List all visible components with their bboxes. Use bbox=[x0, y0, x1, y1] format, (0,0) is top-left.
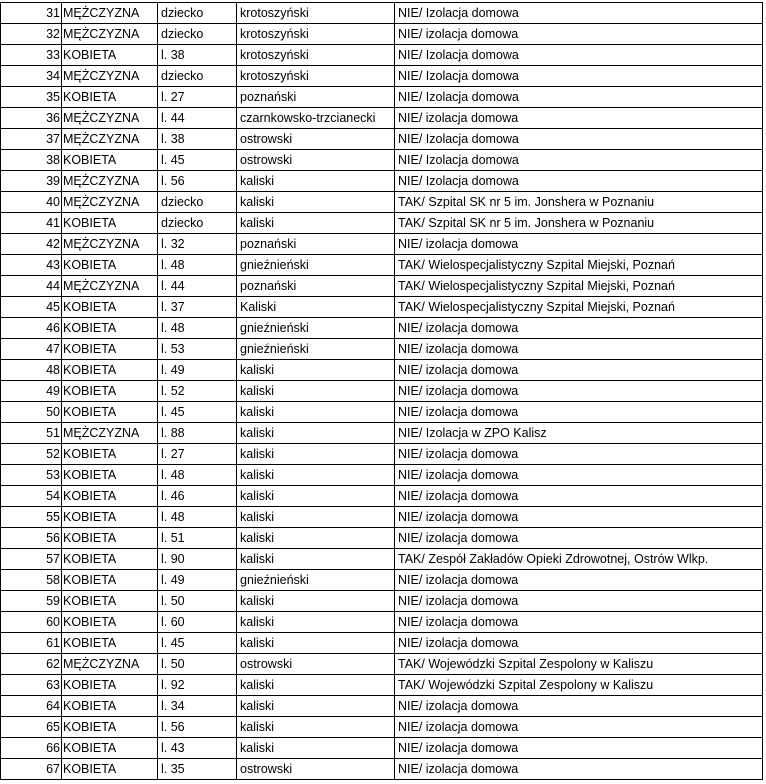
hospitalization-status-cell: NIE/ izolacja domowa bbox=[395, 486, 763, 507]
sex-cell: KOBIETA bbox=[62, 528, 158, 549]
table-row bbox=[1, 339, 763, 360]
county-cell: kaliski bbox=[237, 507, 395, 528]
case-number-cell: 45 bbox=[1, 297, 62, 318]
case-number-cell: 44 bbox=[1, 276, 62, 297]
county-cell: kaliski bbox=[237, 192, 395, 213]
county-cell: kaliski bbox=[237, 444, 395, 465]
sex-cell: MĘŻCZYZNA bbox=[62, 66, 158, 87]
case-number-cell: 51 bbox=[1, 423, 62, 444]
table-row bbox=[1, 696, 763, 717]
table-row bbox=[1, 24, 763, 45]
case-number-cell: 33 bbox=[1, 45, 62, 66]
case-number-cell: 59 bbox=[1, 591, 62, 612]
hospitalization-status-cell: NIE/ izolacja domowa bbox=[395, 696, 763, 717]
sex-cell: MĘŻCZYZNA bbox=[62, 129, 158, 150]
sex-cell: KOBIETA bbox=[62, 696, 158, 717]
hospitalization-status-cell: TAK/ Zespół Zakładów Opieki Zdrowotnej, Ostrów Wlkp. bbox=[395, 549, 763, 570]
county-cell: gnieźnieński bbox=[237, 255, 395, 276]
table-row bbox=[1, 633, 763, 654]
age-cell: l. 35 bbox=[158, 759, 237, 780]
hospitalization-status-cell: TAK/ Wielospecjalistyczny Szpital Miejski, Poznań bbox=[395, 255, 763, 276]
case-number-cell: 37 bbox=[1, 129, 62, 150]
county-cell: kaliski bbox=[237, 612, 395, 633]
table-row bbox=[1, 381, 763, 402]
hospitalization-status-cell: NIE/ izolacja domowa bbox=[395, 339, 763, 360]
age-cell: l. 60 bbox=[158, 612, 237, 633]
case-number-cell: 58 bbox=[1, 570, 62, 591]
hospitalization-status-cell: TAK/ Wielospecjalistyczny Szpital Miejski, Poznań bbox=[395, 276, 763, 297]
county-cell: kaliski bbox=[237, 486, 395, 507]
county-cell: kaliski bbox=[237, 717, 395, 738]
hospitalization-status-cell: NIE/ izolacja domowa bbox=[395, 444, 763, 465]
case-number-cell: 36 bbox=[1, 108, 62, 129]
hospitalization-status-cell: NIE/ izolacja domowa bbox=[395, 717, 763, 738]
table-row bbox=[1, 591, 763, 612]
county-cell: krotoszyński bbox=[237, 66, 395, 87]
age-cell: l. 92 bbox=[158, 675, 237, 696]
sex-cell: KOBIETA bbox=[62, 360, 158, 381]
case-number-cell: 31 bbox=[1, 3, 62, 24]
table-row bbox=[1, 528, 763, 549]
age-cell: dziecko bbox=[158, 66, 237, 87]
age-cell: l. 38 bbox=[158, 129, 237, 150]
age-cell: dziecko bbox=[158, 192, 237, 213]
case-number-cell: 41 bbox=[1, 213, 62, 234]
age-cell: l. 52 bbox=[158, 381, 237, 402]
age-cell: l. 50 bbox=[158, 654, 237, 675]
table-row bbox=[1, 402, 763, 423]
age-cell: l. 45 bbox=[158, 633, 237, 654]
hospitalization-status-cell: NIE/ izolacja domowa bbox=[395, 381, 763, 402]
table-row bbox=[1, 45, 763, 66]
case-number-cell: 52 bbox=[1, 444, 62, 465]
age-cell: l. 48 bbox=[158, 318, 237, 339]
table-row bbox=[1, 360, 763, 381]
sex-cell: MĘŻCZYZNA bbox=[62, 192, 158, 213]
hospitalization-status-cell: NIE/ izolacja domowa bbox=[395, 108, 763, 129]
county-cell: krotoszyński bbox=[237, 45, 395, 66]
county-cell: kaliski bbox=[237, 402, 395, 423]
age-cell: l. 49 bbox=[158, 570, 237, 591]
case-number-cell: 43 bbox=[1, 255, 62, 276]
sex-cell: KOBIETA bbox=[62, 717, 158, 738]
sex-cell: KOBIETA bbox=[62, 465, 158, 486]
age-cell: dziecko bbox=[158, 24, 237, 45]
table-row bbox=[1, 150, 763, 171]
age-cell: l. 90 bbox=[158, 549, 237, 570]
sex-cell: KOBIETA bbox=[62, 318, 158, 339]
hospitalization-status-cell: NIE/ Izolacja domowa bbox=[395, 3, 763, 24]
age-cell: l. 44 bbox=[158, 108, 237, 129]
county-cell: krotoszyński bbox=[237, 24, 395, 45]
county-cell: kaliski bbox=[237, 171, 395, 192]
hospitalization-status-cell: NIE/ izolacja domowa bbox=[395, 360, 763, 381]
county-cell: kaliski bbox=[237, 696, 395, 717]
county-cell: ostrowski bbox=[237, 759, 395, 780]
county-cell: ostrowski bbox=[237, 129, 395, 150]
case-number-cell: 57 bbox=[1, 549, 62, 570]
age-cell: l. 27 bbox=[158, 444, 237, 465]
age-cell: l. 38 bbox=[158, 45, 237, 66]
table-row bbox=[1, 717, 763, 738]
table-row bbox=[1, 297, 763, 318]
table-row bbox=[1, 654, 763, 675]
table-row bbox=[1, 759, 763, 780]
hospitalization-status-cell: NIE/ izolacja domowa bbox=[395, 402, 763, 423]
sex-cell: KOBIETA bbox=[62, 87, 158, 108]
case-number-cell: 47 bbox=[1, 339, 62, 360]
county-cell: kaliski bbox=[237, 675, 395, 696]
case-number-cell: 40 bbox=[1, 192, 62, 213]
table-row bbox=[1, 570, 763, 591]
table-row bbox=[1, 213, 763, 234]
county-cell: kaliski bbox=[237, 633, 395, 654]
sex-cell: KOBIETA bbox=[62, 570, 158, 591]
sex-cell: KOBIETA bbox=[62, 297, 158, 318]
case-number-cell: 61 bbox=[1, 633, 62, 654]
hospitalization-status-cell: NIE/ izolacja domowa bbox=[395, 738, 763, 759]
age-cell: l. 46 bbox=[158, 486, 237, 507]
table-body bbox=[1, 3, 763, 780]
age-cell: l. 88 bbox=[158, 423, 237, 444]
table-row bbox=[1, 87, 763, 108]
age-cell: l. 34 bbox=[158, 696, 237, 717]
county-cell: czarnkowsko-trzcianecki bbox=[237, 108, 395, 129]
age-cell: l. 43 bbox=[158, 738, 237, 759]
sex-cell: KOBIETA bbox=[62, 486, 158, 507]
county-cell: ostrowski bbox=[237, 654, 395, 675]
table-row bbox=[1, 507, 763, 528]
county-cell: kaliski bbox=[237, 213, 395, 234]
hospitalization-status-cell: NIE/ izolacja domowa bbox=[395, 234, 763, 255]
age-cell: l. 48 bbox=[158, 465, 237, 486]
age-cell: l. 48 bbox=[158, 507, 237, 528]
county-cell: krotoszyński bbox=[237, 3, 395, 24]
case-number-cell: 35 bbox=[1, 87, 62, 108]
hospitalization-status-cell: NIE/ izolacja domowa bbox=[395, 318, 763, 339]
sex-cell: KOBIETA bbox=[62, 213, 158, 234]
table-row bbox=[1, 675, 763, 696]
age-cell: l. 53 bbox=[158, 339, 237, 360]
age-cell: l. 56 bbox=[158, 171, 237, 192]
table-row bbox=[1, 612, 763, 633]
hospitalization-status-cell: NIE/ Izolacja domowa bbox=[395, 66, 763, 87]
sex-cell: MĘŻCZYZNA bbox=[62, 654, 158, 675]
age-cell: l. 44 bbox=[158, 276, 237, 297]
county-cell: gnieźnieński bbox=[237, 570, 395, 591]
sex-cell: MĘŻCZYZNA bbox=[62, 423, 158, 444]
county-cell: kaliski bbox=[237, 738, 395, 759]
case-number-cell: 55 bbox=[1, 507, 62, 528]
county-cell: poznański bbox=[237, 87, 395, 108]
hospitalization-status-cell: NIE/ Izolacja domowa bbox=[395, 87, 763, 108]
case-number-cell: 56 bbox=[1, 528, 62, 549]
table-row bbox=[1, 318, 763, 339]
hospitalization-status-cell: NIE/ Izolacja domowa bbox=[395, 45, 763, 66]
sex-cell: KOBIETA bbox=[62, 549, 158, 570]
hospitalization-status-cell: TAK/ Wojewódzki Szpital Zespolony w Kaliszu bbox=[395, 675, 763, 696]
cases-table bbox=[0, 2, 763, 780]
case-number-cell: 60 bbox=[1, 612, 62, 633]
sex-cell: KOBIETA bbox=[62, 507, 158, 528]
case-number-cell: 50 bbox=[1, 402, 62, 423]
age-cell: l. 32 bbox=[158, 234, 237, 255]
case-number-cell: 63 bbox=[1, 675, 62, 696]
county-cell: poznański bbox=[237, 276, 395, 297]
sex-cell: KOBIETA bbox=[62, 444, 158, 465]
sex-cell: KOBIETA bbox=[62, 633, 158, 654]
hospitalization-status-cell: NIE/ izolacja domowa bbox=[395, 570, 763, 591]
age-cell: dziecko bbox=[158, 213, 237, 234]
sex-cell: KOBIETA bbox=[62, 255, 158, 276]
case-number-cell: 42 bbox=[1, 234, 62, 255]
case-number-cell: 38 bbox=[1, 150, 62, 171]
case-number-cell: 48 bbox=[1, 360, 62, 381]
table-row bbox=[1, 465, 763, 486]
age-cell: dziecko bbox=[158, 3, 237, 24]
case-number-cell: 49 bbox=[1, 381, 62, 402]
hospitalization-status-cell: NIE/ izolacja domowa bbox=[395, 633, 763, 654]
hospitalization-status-cell: NIE/ izolacja domowa bbox=[395, 507, 763, 528]
table-row bbox=[1, 444, 763, 465]
county-cell: poznański bbox=[237, 234, 395, 255]
case-number-cell: 66 bbox=[1, 738, 62, 759]
table-row bbox=[1, 255, 763, 276]
sex-cell: KOBIETA bbox=[62, 150, 158, 171]
county-cell: gnieźnieński bbox=[237, 339, 395, 360]
case-number-cell: 32 bbox=[1, 24, 62, 45]
table-row bbox=[1, 129, 763, 150]
sex-cell: KOBIETA bbox=[62, 738, 158, 759]
hospitalization-status-cell: NIE/ izolacja domowa bbox=[395, 759, 763, 780]
sex-cell: MĘŻCZYZNA bbox=[62, 234, 158, 255]
county-cell: kaliski bbox=[237, 465, 395, 486]
sex-cell: MĘŻCZYZNA bbox=[62, 24, 158, 45]
table-row bbox=[1, 171, 763, 192]
hospitalization-status-cell: TAK/ Szpital SK nr 5 im. Jonshera w Poznaniu bbox=[395, 213, 763, 234]
table-row bbox=[1, 738, 763, 759]
sex-cell: MĘŻCZYZNA bbox=[62, 171, 158, 192]
hospitalization-status-cell: TAK/ Wielospecjalistyczny Szpital Miejski, Poznań bbox=[395, 297, 763, 318]
sex-cell: KOBIETA bbox=[62, 759, 158, 780]
county-cell: kaliski bbox=[237, 360, 395, 381]
age-cell: l. 48 bbox=[158, 255, 237, 276]
county-cell: gnieźnieński bbox=[237, 318, 395, 339]
case-number-cell: 65 bbox=[1, 717, 62, 738]
county-cell: kaliski bbox=[237, 591, 395, 612]
hospitalization-status-cell: NIE/ Izolacja domowa bbox=[395, 171, 763, 192]
case-number-cell: 34 bbox=[1, 66, 62, 87]
sex-cell: MĘŻCZYZNA bbox=[62, 108, 158, 129]
case-number-cell: 46 bbox=[1, 318, 62, 339]
sex-cell: KOBIETA bbox=[62, 591, 158, 612]
county-cell: ostrowski bbox=[237, 150, 395, 171]
hospitalization-status-cell: NIE/ izolacja domowa bbox=[395, 591, 763, 612]
age-cell: l. 45 bbox=[158, 150, 237, 171]
age-cell: l. 37 bbox=[158, 297, 237, 318]
sex-cell: MĘŻCZYZNA bbox=[62, 276, 158, 297]
age-cell: l. 27 bbox=[158, 87, 237, 108]
county-cell: kaliski bbox=[237, 381, 395, 402]
table-row bbox=[1, 276, 763, 297]
table-row bbox=[1, 192, 763, 213]
hospitalization-status-cell: TAK/ Szpital SK nr 5 im. Jonshera w Poznaniu bbox=[395, 192, 763, 213]
hospitalization-status-cell: NIE/ izolacja domowa bbox=[395, 612, 763, 633]
county-cell: kaliski bbox=[237, 423, 395, 444]
table-row bbox=[1, 66, 763, 87]
table-row bbox=[1, 3, 763, 24]
hospitalization-status-cell: NIE/ izolacja domowa bbox=[395, 465, 763, 486]
table-row bbox=[1, 108, 763, 129]
hospitalization-status-cell: NIE/ izolacja domowa bbox=[395, 528, 763, 549]
age-cell: l. 49 bbox=[158, 360, 237, 381]
case-number-cell: 62 bbox=[1, 654, 62, 675]
case-number-cell: 54 bbox=[1, 486, 62, 507]
table-row bbox=[1, 549, 763, 570]
hospitalization-status-cell: NIE/ Izolacja domowa bbox=[395, 150, 763, 171]
sex-cell: KOBIETA bbox=[62, 612, 158, 633]
sex-cell: KOBIETA bbox=[62, 381, 158, 402]
hospitalization-status-cell: TAK/ Wojewódzki Szpital Zespolony w Kaliszu bbox=[395, 654, 763, 675]
county-cell: kaliski bbox=[237, 528, 395, 549]
sex-cell: MĘŻCZYZNA bbox=[62, 3, 158, 24]
sex-cell: KOBIETA bbox=[62, 45, 158, 66]
age-cell: l. 56 bbox=[158, 717, 237, 738]
table-row bbox=[1, 486, 763, 507]
case-number-cell: 39 bbox=[1, 171, 62, 192]
age-cell: l. 50 bbox=[158, 591, 237, 612]
table-row bbox=[1, 234, 763, 255]
case-number-cell: 53 bbox=[1, 465, 62, 486]
age-cell: l. 51 bbox=[158, 528, 237, 549]
county-cell: Kaliski bbox=[237, 297, 395, 318]
hospitalization-status-cell: NIE/ izolacja domowa bbox=[395, 24, 763, 45]
table-row bbox=[1, 423, 763, 444]
county-cell: kaliski bbox=[237, 549, 395, 570]
sex-cell: KOBIETA bbox=[62, 402, 158, 423]
sex-cell: KOBIETA bbox=[62, 339, 158, 360]
case-number-cell: 67 bbox=[1, 759, 62, 780]
age-cell: l. 45 bbox=[158, 402, 237, 423]
hospitalization-status-cell: NIE/ Izolacja domowa bbox=[395, 129, 763, 150]
hospitalization-status-cell: NIE/ Izolacja w ZPO Kalisz bbox=[395, 423, 763, 444]
sex-cell: KOBIETA bbox=[62, 675, 158, 696]
case-number-cell: 64 bbox=[1, 696, 62, 717]
